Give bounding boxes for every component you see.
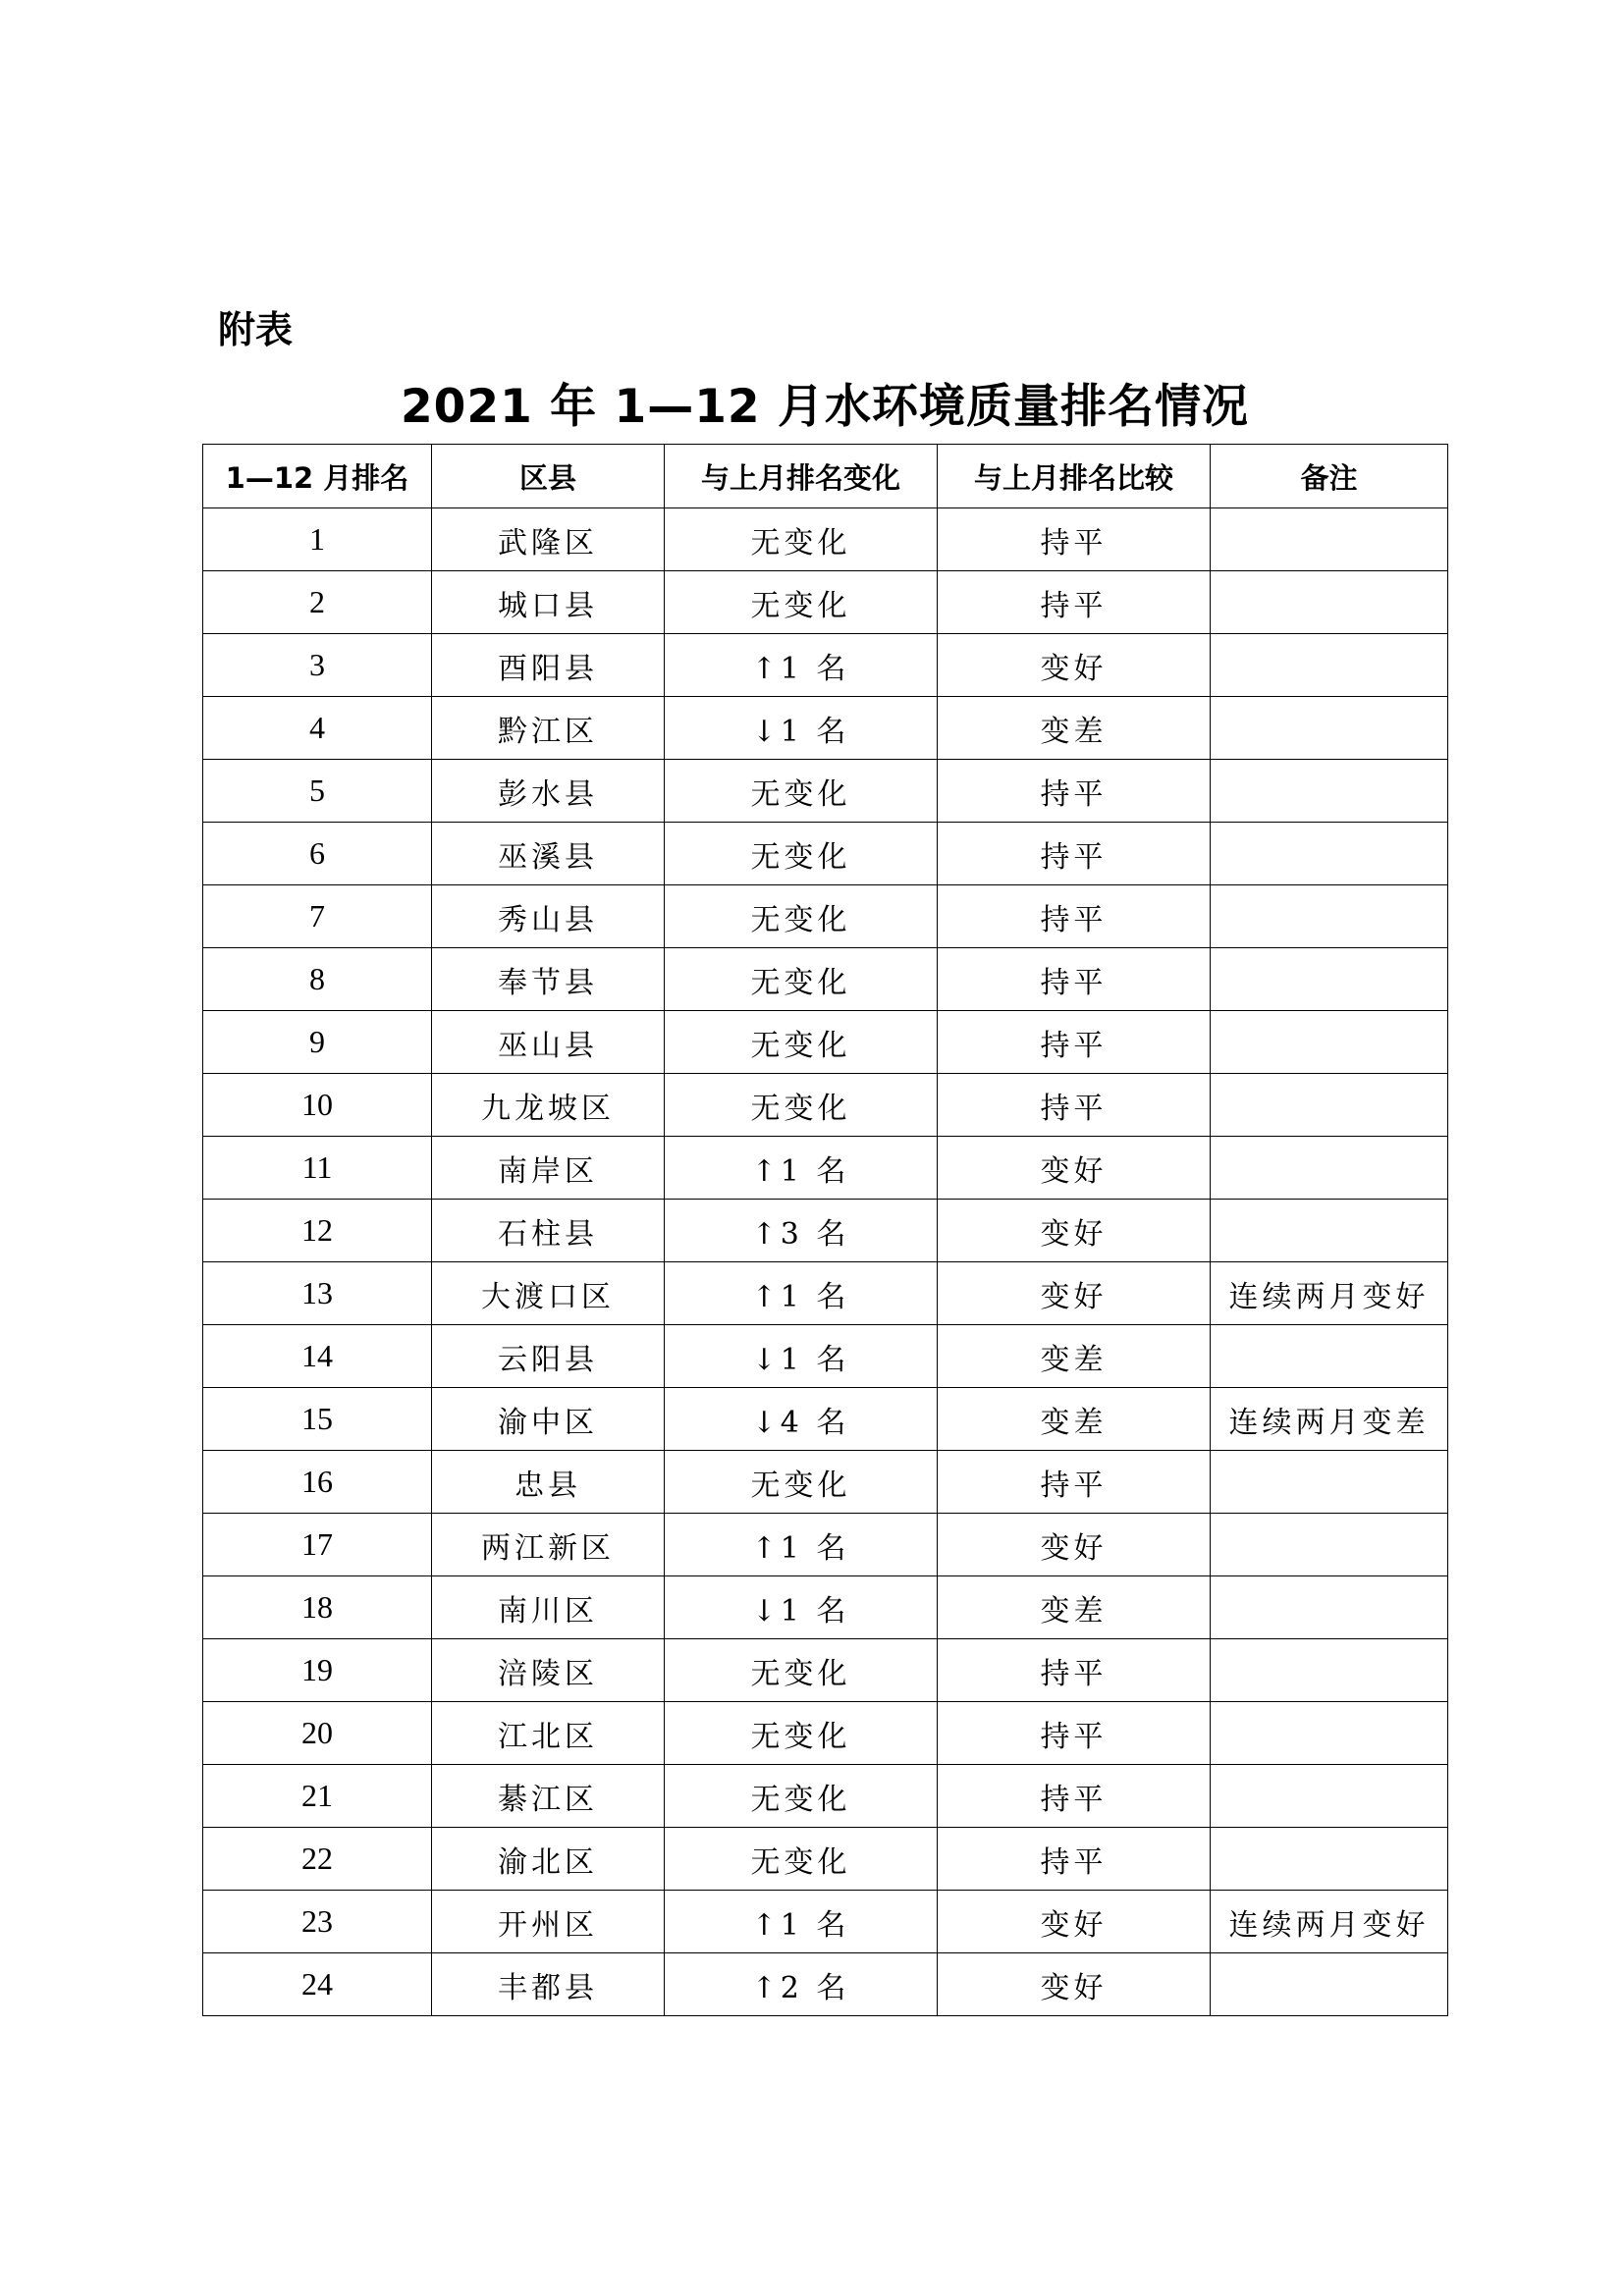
cell-rank: 1	[203, 508, 432, 571]
header-note: 备注	[1211, 445, 1448, 508]
cell-district: 九龙坡区	[432, 1074, 665, 1137]
cell-change: 无变化	[665, 885, 938, 948]
cell-district: 南岸区	[432, 1137, 665, 1200]
cell-note	[1211, 1953, 1448, 2016]
table-row	[203, 1576, 1448, 1639]
cell-compare: 持平	[938, 1828, 1211, 1891]
cell-change: 无变化	[665, 948, 938, 1011]
cell-compare: 持平	[938, 1702, 1211, 1765]
cell-rank: 22	[203, 1828, 432, 1891]
cell-compare: 持平	[938, 1639, 1211, 1702]
cell-compare: 变好	[938, 1262, 1211, 1325]
table-header-row	[203, 445, 1448, 508]
cell-note	[1211, 1137, 1448, 1200]
table-row	[203, 1639, 1448, 1702]
table-row	[203, 1765, 1448, 1828]
cell-change: ↓4 名	[665, 1388, 938, 1451]
table-row	[203, 1451, 1448, 1514]
cell-compare: 持平	[938, 948, 1211, 1011]
cell-rank: 7	[203, 885, 432, 948]
cell-note	[1211, 885, 1448, 948]
cell-district: 奉节县	[432, 948, 665, 1011]
cell-rank: 15	[203, 1388, 432, 1451]
cell-district: 彭水县	[432, 760, 665, 823]
cell-change: ↓1 名	[665, 1325, 938, 1388]
cell-rank: 12	[203, 1200, 432, 1262]
cell-change: 无变化	[665, 1702, 938, 1765]
cell-compare: 持平	[938, 885, 1211, 948]
cell-district: 丰都县	[432, 1953, 665, 2016]
cell-change: ↓1 名	[665, 697, 938, 760]
cell-change: ↑2 名	[665, 1953, 938, 2016]
cell-change: ↑1 名	[665, 1514, 938, 1576]
cell-district: 江北区	[432, 1702, 665, 1765]
cell-compare: 变差	[938, 697, 1211, 760]
cell-compare: 变好	[938, 1891, 1211, 1953]
cell-rank: 21	[203, 1765, 432, 1828]
table-row	[203, 697, 1448, 760]
cell-note	[1211, 760, 1448, 823]
cell-district: 酉阳县	[432, 634, 665, 697]
cell-district: 两江新区	[432, 1514, 665, 1576]
table-row	[203, 571, 1448, 634]
cell-rank: 10	[203, 1074, 432, 1137]
cell-change: ↓1 名	[665, 1576, 938, 1639]
table-row	[203, 1325, 1448, 1388]
table-row	[203, 508, 1448, 571]
cell-note: 连续两月变好	[1211, 1262, 1448, 1325]
table-row	[203, 1074, 1448, 1137]
table-row	[203, 1262, 1448, 1325]
cell-change: ↑1 名	[665, 1891, 938, 1953]
table-row	[203, 1891, 1448, 1953]
cell-rank: 24	[203, 1953, 432, 2016]
cell-rank: 13	[203, 1262, 432, 1325]
cell-compare: 变好	[938, 1953, 1211, 2016]
cell-change: ↑1 名	[665, 1137, 938, 1200]
cell-district: 南川区	[432, 1576, 665, 1639]
cell-note	[1211, 1200, 1448, 1262]
table-row	[203, 823, 1448, 885]
cell-change: ↑1 名	[665, 634, 938, 697]
cell-compare: 变好	[938, 1137, 1211, 1200]
cell-district: 巫溪县	[432, 823, 665, 885]
cell-district: 开州区	[432, 1891, 665, 1953]
cell-rank: 23	[203, 1891, 432, 1953]
cell-note	[1211, 508, 1448, 571]
header-change: 与上月排名变化	[665, 445, 938, 508]
cell-change: ↑3 名	[665, 1200, 938, 1262]
cell-district: 涪陵区	[432, 1639, 665, 1702]
ranking-table	[202, 444, 1448, 2016]
header-compare: 与上月排名比较	[938, 445, 1211, 508]
cell-change: ↑1 名	[665, 1262, 938, 1325]
appendix-label: 附表	[218, 308, 294, 351]
cell-compare: 持平	[938, 1011, 1211, 1074]
cell-note	[1211, 697, 1448, 760]
cell-change: 无变化	[665, 1074, 938, 1137]
cell-note	[1211, 634, 1448, 697]
cell-district: 綦江区	[432, 1765, 665, 1828]
cell-change: 无变化	[665, 571, 938, 634]
cell-rank: 2	[203, 571, 432, 634]
cell-compare: 持平	[938, 1451, 1211, 1514]
table-row	[203, 1514, 1448, 1576]
header-rank: 1—12 月排名	[203, 445, 432, 508]
cell-district: 云阳县	[432, 1325, 665, 1388]
cell-compare: 变好	[938, 1200, 1211, 1262]
cell-rank: 9	[203, 1011, 432, 1074]
cell-district: 黔江区	[432, 697, 665, 760]
cell-rank: 4	[203, 697, 432, 760]
cell-compare: 变好	[938, 1514, 1211, 1576]
cell-rank: 14	[203, 1325, 432, 1388]
cell-note	[1211, 1576, 1448, 1639]
cell-rank: 20	[203, 1702, 432, 1765]
table-row	[203, 1702, 1448, 1765]
cell-note	[1211, 1514, 1448, 1576]
cell-note	[1211, 1074, 1448, 1137]
cell-change: 无变化	[665, 1828, 938, 1891]
table-row	[203, 1388, 1448, 1451]
cell-change: 无变化	[665, 760, 938, 823]
cell-district: 渝北区	[432, 1828, 665, 1891]
cell-note	[1211, 1011, 1448, 1074]
cell-rank: 16	[203, 1451, 432, 1514]
cell-change: 无变化	[665, 1639, 938, 1702]
cell-note	[1211, 1451, 1448, 1514]
table-body	[203, 508, 1448, 2016]
cell-note: 连续两月变好	[1211, 1891, 1448, 1953]
cell-district: 巫山县	[432, 1011, 665, 1074]
cell-compare: 持平	[938, 823, 1211, 885]
cell-rank: 3	[203, 634, 432, 697]
cell-compare: 变差	[938, 1325, 1211, 1388]
cell-compare: 变差	[938, 1576, 1211, 1639]
table-row	[203, 1828, 1448, 1891]
cell-note	[1211, 1702, 1448, 1765]
cell-rank: 8	[203, 948, 432, 1011]
cell-compare: 持平	[938, 1074, 1211, 1137]
cell-note: 连续两月变差	[1211, 1388, 1448, 1451]
cell-note	[1211, 571, 1448, 634]
cell-compare: 变差	[938, 1388, 1211, 1451]
cell-change: 无变化	[665, 1011, 938, 1074]
cell-note	[1211, 1325, 1448, 1388]
cell-compare: 持平	[938, 760, 1211, 823]
cell-rank: 18	[203, 1576, 432, 1639]
cell-rank: 17	[203, 1514, 432, 1576]
cell-district: 城口县	[432, 571, 665, 634]
cell-district: 秀山县	[432, 885, 665, 948]
cell-rank: 11	[203, 1137, 432, 1200]
cell-rank: 5	[203, 760, 432, 823]
cell-rank: 19	[203, 1639, 432, 1702]
table-row	[203, 1953, 1448, 2016]
cell-district: 大渡口区	[432, 1262, 665, 1325]
cell-change: 无变化	[665, 508, 938, 571]
table-row	[203, 948, 1448, 1011]
cell-district: 石柱县	[432, 1200, 665, 1262]
cell-note	[1211, 1765, 1448, 1828]
table-row	[203, 1011, 1448, 1074]
cell-rank: 6	[203, 823, 432, 885]
cell-compare: 持平	[938, 508, 1211, 571]
table-row	[203, 760, 1448, 823]
cell-change: 无变化	[665, 1765, 938, 1828]
cell-compare: 变好	[938, 634, 1211, 697]
table-row	[203, 1200, 1448, 1262]
table-row	[203, 885, 1448, 948]
cell-note	[1211, 948, 1448, 1011]
document-title: 2021 年 1—12 月水环境质量排名情况	[400, 380, 1249, 434]
cell-compare: 持平	[938, 1765, 1211, 1828]
cell-change: 无变化	[665, 1451, 938, 1514]
cell-note	[1211, 1828, 1448, 1891]
cell-district: 忠县	[432, 1451, 665, 1514]
cell-note	[1211, 823, 1448, 885]
cell-district: 武隆区	[432, 508, 665, 571]
header-district: 区县	[432, 445, 665, 508]
cell-change: 无变化	[665, 823, 938, 885]
table-row	[203, 634, 1448, 697]
cell-note	[1211, 1639, 1448, 1702]
cell-district: 渝中区	[432, 1388, 665, 1451]
table-row	[203, 1137, 1448, 1200]
cell-compare: 持平	[938, 571, 1211, 634]
